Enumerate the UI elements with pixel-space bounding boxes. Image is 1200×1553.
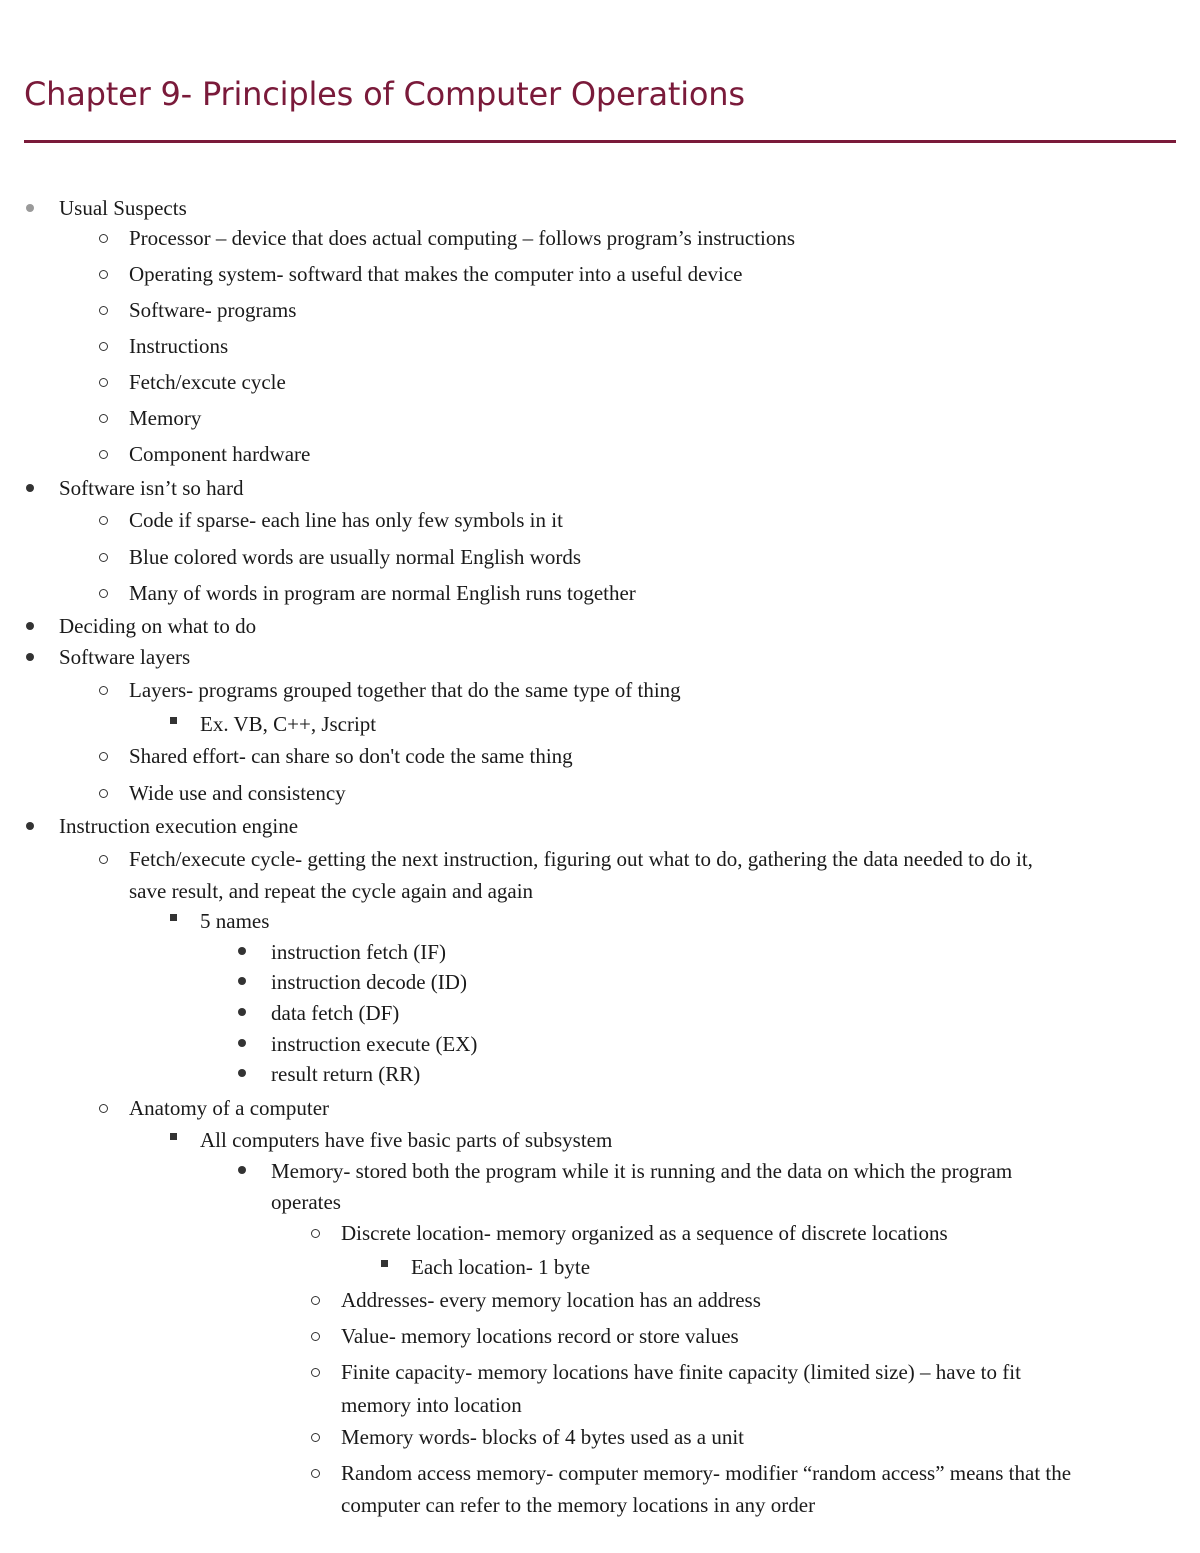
list-item: [341, 1458, 1071, 1488]
square-bullet-icon: [170, 1133, 177, 1140]
hollow-bullet-icon: [99, 789, 108, 798]
list-item: [200, 709, 376, 739]
list-item-text: Usual Suspects: [59, 196, 187, 220]
list-item-text: Each location- 1 byte: [411, 1255, 591, 1279]
list-item-text: instruction execute (EX): [271, 1032, 478, 1056]
list-item: [271, 1059, 420, 1089]
list-item-text: Code if sparse- each line has only few symbols in it: [129, 508, 563, 532]
list-item: [271, 1029, 477, 1059]
list-item-text: memory into location: [341, 1393, 522, 1417]
hollow-bullet-icon: [99, 414, 108, 423]
bullet-icon: [26, 204, 34, 212]
list-item-text: Anatomy of a computer: [129, 1096, 330, 1120]
title-divider: [24, 140, 1176, 143]
page-title: Chapter 9- Principles of Computer Operations: [24, 75, 745, 113]
list-item-text: Memory words- blocks of 4 bytes used as a unit: [341, 1425, 745, 1449]
bullet-icon: [238, 1069, 246, 1077]
list-item-text: Software layers: [59, 645, 191, 669]
list-item-text: Operating system- softward that makes the computer into a useful device: [129, 262, 743, 286]
bullet-icon: [26, 822, 34, 830]
list-item-text: instruction fetch (IF): [271, 940, 446, 964]
list-item-text: operates: [271, 1190, 341, 1214]
list-item: [59, 193, 187, 223]
bullet-icon: [238, 1008, 246, 1016]
list-item-text: All computers have five basic parts of subsystem: [200, 1128, 613, 1152]
hollow-bullet-icon: [99, 450, 108, 459]
list-item-text: Addresses- every memory location has an address: [341, 1288, 761, 1312]
list-item-text: Shared effort- can share so don't code the same thing: [129, 744, 573, 768]
list-item-text: instruction decode (ID): [271, 970, 467, 994]
list-item: [271, 998, 399, 1028]
list-item-continuation: [129, 876, 533, 906]
list-item-continuation: [341, 1490, 815, 1520]
bullet-icon: [238, 947, 246, 955]
list-item-continuation: [271, 1187, 341, 1217]
list-item: [341, 1357, 1021, 1387]
list-item-text: Software isn’t so hard: [59, 476, 244, 500]
bullet-icon: [238, 977, 246, 985]
list-item-text: Wide use and consistency: [129, 781, 346, 805]
hollow-bullet-icon: [99, 270, 108, 279]
list-item-text: Ex. VB, C++, Jscript: [200, 712, 377, 736]
list-item-text: Deciding on what to do: [59, 614, 257, 638]
list-item: [59, 611, 256, 641]
list-item-text: computer can refer to the memory locations in any order: [341, 1493, 816, 1517]
square-bullet-icon: [170, 914, 177, 921]
list-item: [129, 439, 310, 469]
list-item: [129, 505, 563, 535]
list-item: [341, 1285, 761, 1315]
hollow-bullet-icon: [99, 752, 108, 761]
list-item-text: result return (RR): [271, 1062, 421, 1086]
hollow-bullet-icon: [99, 516, 108, 525]
hollow-bullet-icon: [99, 342, 108, 351]
hollow-bullet-icon: [99, 234, 108, 243]
hollow-bullet-icon: [99, 589, 108, 598]
hollow-bullet-icon: [99, 378, 108, 387]
list-item: [129, 1093, 329, 1123]
list-item: [129, 295, 296, 325]
list-item: [59, 811, 298, 841]
bullet-icon: [26, 653, 34, 661]
list-item-text: Many of words in program are normal English runs together: [129, 581, 636, 605]
hollow-bullet-icon: [99, 553, 108, 562]
hollow-bullet-icon: [311, 1296, 320, 1305]
list-item-text: Layers- programs grouped together that do the same type of thing: [129, 678, 681, 702]
hollow-bullet-icon: [99, 855, 108, 864]
list-item-text: data fetch (DF): [271, 1001, 400, 1025]
list-item-text: Processor – device that does actual computing – follows program’s instructions: [129, 226, 796, 250]
list-item-text: Value- memory locations record or store values: [341, 1324, 739, 1348]
list-item: [129, 542, 581, 572]
list-item-text: Component hardware: [129, 442, 311, 466]
list-item: [129, 367, 286, 397]
list-item-text: Software- programs: [129, 298, 297, 322]
list-item: [411, 1252, 590, 1282]
list-item: [129, 578, 636, 608]
list-item: [129, 741, 573, 771]
square-bullet-icon: [381, 1260, 388, 1267]
hollow-bullet-icon: [311, 1229, 320, 1238]
list-item-continuation: [341, 1390, 522, 1420]
list-item-text: Finite capacity- memory locations have finite capacity (limited size) – have to fit: [341, 1360, 1021, 1384]
list-item-text: Instructions: [129, 334, 229, 358]
list-item-text: Blue colored words are usually normal English words: [129, 545, 581, 569]
hollow-bullet-icon: [311, 1433, 320, 1442]
list-item: [271, 1156, 1012, 1186]
list-item: [59, 473, 244, 503]
list-item-text: Fetch/excute cycle: [129, 370, 286, 394]
list-item-text: Random access memory- computer memory- modifier “random access” means that the: [341, 1461, 1072, 1485]
list-item-text: save result, and repeat the cycle again and again: [129, 879, 534, 903]
list-item: [129, 403, 201, 433]
list-item-text: Instruction execution engine: [59, 814, 299, 838]
list-item-text: Fetch/execute cycle- getting the next instruction, figuring out what to do, gathering the data needed to do it,: [129, 847, 1033, 871]
bullet-icon: [26, 622, 34, 630]
bullet-icon: [26, 484, 34, 492]
list-item: [271, 967, 467, 997]
hollow-bullet-icon: [99, 1104, 108, 1113]
hollow-bullet-icon: [311, 1469, 320, 1478]
list-item: [129, 675, 681, 705]
list-item: [129, 844, 1033, 874]
list-item: [129, 331, 228, 361]
list-item: [341, 1422, 744, 1452]
hollow-bullet-icon: [311, 1332, 320, 1341]
list-item-text: Discrete location- memory organized as a sequence of discrete locations: [341, 1221, 948, 1245]
list-item: [59, 642, 190, 672]
list-item: [341, 1218, 948, 1248]
bullet-icon: [238, 1166, 246, 1174]
hollow-bullet-icon: [99, 306, 108, 315]
list-item-text: 5 names: [200, 909, 270, 933]
list-item: [271, 937, 446, 967]
list-item: [200, 906, 269, 936]
list-item: [129, 778, 346, 808]
hollow-bullet-icon: [311, 1368, 320, 1377]
list-item: [129, 223, 795, 253]
bullet-icon: [238, 1039, 246, 1047]
list-item: [200, 1125, 612, 1155]
list-item: [129, 259, 742, 289]
hollow-bullet-icon: [99, 686, 108, 695]
square-bullet-icon: [170, 717, 177, 724]
list-item-text: Memory: [129, 406, 202, 430]
list-item-text: Memory- stored both the program while it is running and the data on which the program: [271, 1159, 1013, 1183]
list-item: [341, 1321, 739, 1351]
